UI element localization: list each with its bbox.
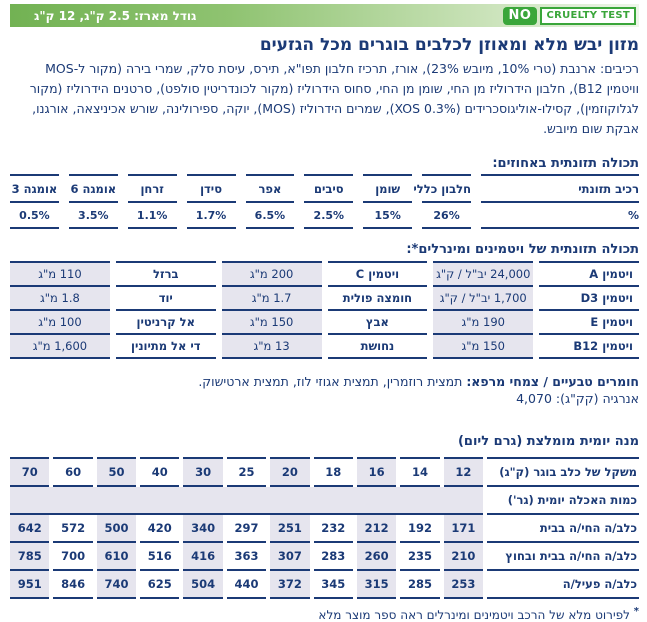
weight-cell: 60	[53, 457, 92, 487]
portion-value-cell: 297	[227, 515, 266, 543]
vitamin-value-cell: 150 מ"ג	[222, 311, 322, 335]
vitamin-value-cell: 190 מ"ג	[433, 311, 533, 335]
portion-value-cell: 253	[444, 571, 483, 599]
vitamin-row	[10, 335, 639, 359]
dog-type-label: כלב/ה החי/ה בבית	[487, 515, 639, 543]
vitamin-value-cell: 200 מ"ג	[222, 261, 322, 287]
portion-value-cell: 232	[314, 515, 353, 543]
percent-value-cell: 1.7%	[187, 203, 236, 229]
vitamin-value-cell: 150 מ"ג	[433, 335, 533, 359]
percent-header-row	[10, 174, 639, 203]
portion-value-cell: 440	[227, 571, 266, 599]
weight-cell: 30	[183, 457, 222, 487]
portion-value-cell: 610	[97, 543, 136, 571]
percent-value-cell: 3.5%	[69, 203, 118, 229]
dog-type-label: כלב/ה פעיל/ה	[487, 571, 639, 599]
percent-column-header: אומגה 3	[10, 174, 59, 203]
weight-cell: 40	[140, 457, 179, 487]
package-size-label: גודל מארז: 2.5 ק"ג, 12 ק"ג	[34, 8, 197, 23]
portion-value-cell: 315	[357, 571, 396, 599]
vitamins-section-heading: תכולה תזונתית של ויטמינים ומינרלים*:	[406, 242, 639, 257]
weight-row-label: משקל של כלב בוגר (ק"ג)	[487, 457, 639, 487]
vitamin-name-cell: ויטמין E	[539, 311, 639, 335]
vitamin-row	[10, 311, 639, 335]
portion-value-cell: 235	[400, 543, 439, 571]
vitamin-value-cell: 1.7 מ"ג	[222, 287, 322, 311]
weight-cell: 70	[10, 457, 49, 487]
portion-value-cell: 212	[357, 515, 396, 543]
portion-value-cell: 251	[270, 515, 309, 543]
portion-value-cell: 372	[270, 571, 309, 599]
portion-value-cell: 210	[444, 543, 483, 571]
portion-value-cell: 307	[270, 543, 309, 571]
portion-value-cell: 951	[10, 571, 49, 599]
percent-value-cell: 26%	[422, 203, 471, 229]
percent-value-cell: %	[481, 203, 639, 229]
natural-ingredients-text: תמצית רוזמרין, תמצית אגוזי לוז, תמצית ארטישוק.	[198, 374, 467, 389]
vitamin-name-cell: ויטמין D3	[539, 287, 639, 311]
percent-column-header: סידן	[187, 174, 236, 203]
percent-column-header: זרחן	[128, 174, 177, 203]
portion-value-cell: 516	[140, 543, 179, 571]
portion-value-cell: 504	[183, 571, 222, 599]
daily-data-row	[10, 543, 639, 571]
percent-value-cell: 0.5%	[10, 203, 59, 229]
percent-value-cell: 1.1%	[128, 203, 177, 229]
dog-type-label: כלב/ה החי/ה בבית ובחוץ	[487, 543, 639, 571]
vitamin-value-cell: 100 מ"ג	[10, 311, 110, 335]
portion-value-cell: 642	[10, 515, 49, 543]
page-title: מזון יבש מלא ומאוזן לכלבים בוגרים מכל הגזעים	[259, 35, 639, 55]
weight-cell: 18	[314, 457, 353, 487]
portion-value-cell: 700	[53, 543, 92, 571]
daily-weight-row	[10, 457, 639, 487]
percent-column-header: אפר	[246, 174, 295, 203]
percent-table	[0, 174, 647, 229]
daily-portions-table	[6, 457, 643, 599]
portion-value-cell: 785	[10, 543, 49, 571]
weight-cell: 16	[357, 457, 396, 487]
daily-data-row	[10, 515, 639, 543]
vitamin-name-cell: חומצה פולית	[328, 287, 428, 311]
product-spec-page	[2, 0, 647, 622]
vitamin-name-cell: ברזל	[116, 261, 216, 287]
portion-value-cell: 285	[400, 571, 439, 599]
energy-label: אנרגיה (קק"ג):	[555, 391, 639, 406]
header-bar	[10, 4, 639, 27]
portion-value-cell: 171	[444, 515, 483, 543]
vitamin-value-cell: 24,000 יב"ל / ק"ג	[433, 261, 533, 287]
percent-column-header: רכיב תזונתי	[481, 174, 639, 203]
cruelty-free-badge	[503, 7, 636, 25]
percent-column-header: סיבים	[304, 174, 353, 203]
amount-band-cell	[10, 487, 483, 515]
energy-value: 4,070	[516, 391, 552, 406]
percent-value-cell: 15%	[363, 203, 412, 229]
vitamin-name-cell: ויטמין A	[539, 261, 639, 287]
percent-section-heading: תכולה תזונתית באחוזים:	[492, 156, 639, 171]
portion-value-cell: 500	[97, 515, 136, 543]
daily-portion-heading: מנה יומית מומלצת (גרם ליום)	[457, 434, 639, 449]
percent-value-cell: 2.5%	[304, 203, 353, 229]
vitamin-value-cell: 1,600 מ"ג	[10, 335, 110, 359]
footnote-text: לפירוט מלא של הרכב ויטמינים ומינרלים ראה ספר מוצר מלא	[318, 608, 634, 622]
amount-row-label: כמות האכלה יומית (גר')	[487, 487, 639, 515]
daily-amount-subheader-row	[10, 487, 639, 515]
portion-value-cell: 283	[314, 543, 353, 571]
vitamin-name-cell: יוד	[116, 287, 216, 311]
vitamin-name-cell: אבץ	[328, 311, 428, 335]
vitamin-name-cell: ויטמין B12	[539, 335, 639, 359]
vitamin-name-cell: נחושת	[328, 335, 428, 359]
no-badge-label: NO	[503, 7, 538, 25]
portion-value-cell: 846	[53, 571, 92, 599]
footnote	[10, 606, 639, 622]
percent-column-header: אומגה 6	[69, 174, 118, 203]
natural-ingredients-note	[10, 373, 639, 407]
portion-value-cell: 625	[140, 571, 179, 599]
percent-column-header: חלבון כללי	[422, 174, 471, 203]
cruelty-test-label: CRUELTY TEST	[540, 7, 636, 25]
vitamin-value-cell: 1.8 מ"ג	[10, 287, 110, 311]
vitamin-name-cell: ויטמין C	[328, 261, 428, 287]
portion-value-cell: 260	[357, 543, 396, 571]
daily-data-row	[10, 571, 639, 599]
weight-cell: 20	[270, 457, 309, 487]
weight-cell: 50	[97, 457, 136, 487]
percent-column-header: שומן	[363, 174, 412, 203]
vitamins-table	[4, 261, 645, 359]
percent-value-row	[10, 203, 639, 229]
weight-cell: 12	[444, 457, 483, 487]
portion-value-cell: 740	[97, 571, 136, 599]
vitamin-value-cell: 1,700 יב"ל / ק"ג	[433, 287, 533, 311]
percent-value-cell: 6.5%	[246, 203, 295, 229]
portion-value-cell: 192	[400, 515, 439, 543]
vitamin-value-cell: 13 מ"ג	[222, 335, 322, 359]
weight-cell: 14	[400, 457, 439, 487]
ingredients-paragraph: רכיבים: ארנבת (טרי 10%, מיובש 23%), אורז, תרכיז חלבון תפו"א, תירס, עיסת סלק, שמרי בירה (מקור ל-MOS וויטמין B12), חלבון הידרוליז מן החי, שומן מן החי, סחוס הידרוליז (מקור לכונדריטין סולפט), סרטנים הידרוליז (מקור לגלוקוזמין), קסילו-אוליגוסכרידים (XOS 0.3%), שמרים הידרוליז (MOS), יוקה, ספירולינה, שורש אכיניצאה, אורגנו, אבקת שום מיובש.	[29, 61, 639, 136]
vitamin-row	[10, 261, 639, 287]
portion-value-cell: 416	[183, 543, 222, 571]
natural-ingredients-label: חומרים טבעיים / צמחי מרפא:	[466, 374, 639, 389]
vitamin-row	[10, 287, 639, 311]
footnote-asterisk: *	[633, 606, 639, 617]
portion-value-cell: 420	[140, 515, 179, 543]
portion-value-cell: 363	[227, 543, 266, 571]
portion-value-cell: 345	[314, 571, 353, 599]
portion-value-cell: 572	[53, 515, 92, 543]
vitamin-name-cell: אל קרניטין	[116, 311, 216, 335]
vitamin-value-cell: 110 מ"ג	[10, 261, 110, 287]
vitamin-name-cell: די אל מתיונין	[116, 335, 216, 359]
portion-value-cell: 340	[183, 515, 222, 543]
weight-cell: 25	[227, 457, 266, 487]
